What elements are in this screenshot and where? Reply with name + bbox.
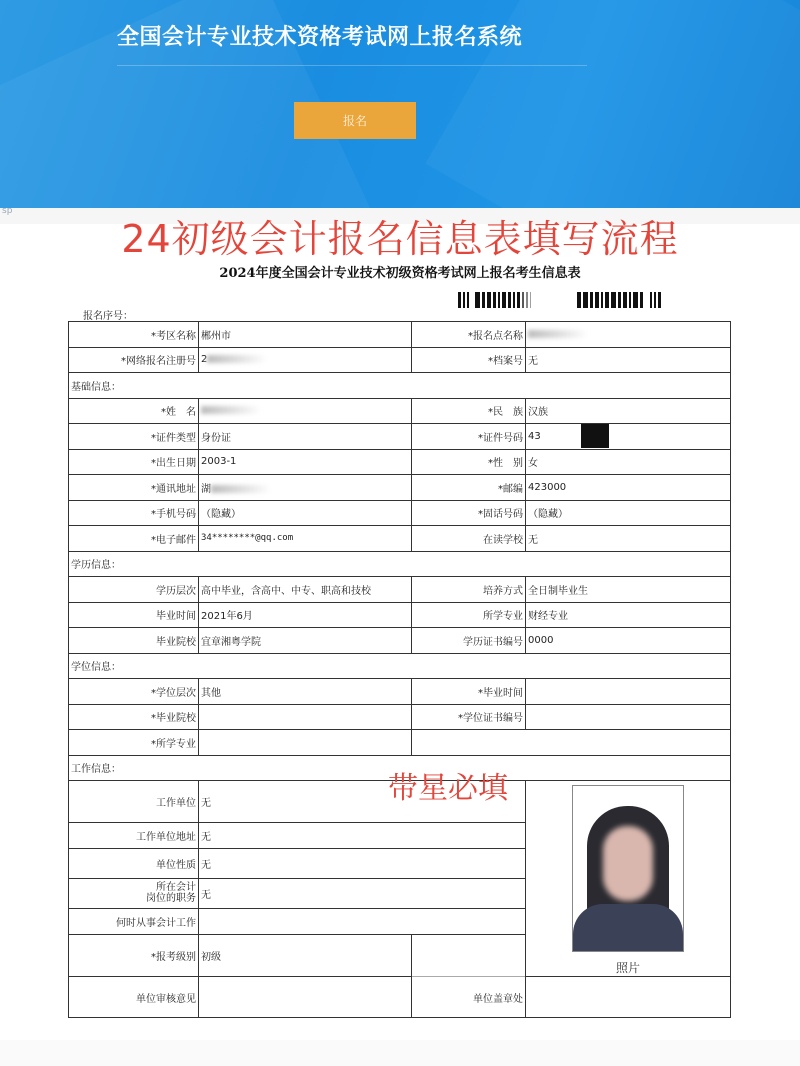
id-number-value [526, 424, 731, 450]
current-school-value: 无 [526, 526, 731, 552]
table-row [69, 475, 731, 501]
address-text: 湖 [201, 483, 211, 495]
section-row [69, 551, 731, 577]
education-section: 学历信息： [69, 551, 731, 577]
registration-no-value [199, 347, 412, 373]
degree-level-label: *学位层次 [69, 679, 199, 705]
current-school-label: 在读学校 [412, 526, 526, 552]
id-type-label: *证件类型 [69, 424, 199, 450]
position-value: 无 [199, 878, 526, 908]
cropped-text: sp [2, 206, 13, 216]
table-row [69, 347, 731, 373]
employer-label: 工作单位 [69, 781, 199, 823]
position-label-line1: 所在会计 [156, 882, 196, 894]
study-mode-value: 全日制毕业生 [526, 577, 731, 603]
exam-level-label: *报考级别 [69, 934, 199, 976]
id-number-label: *证件号码 [412, 424, 526, 450]
degree-section: 学位信息： [69, 653, 731, 679]
redacted-mark [207, 355, 267, 363]
major-value: 财经专业 [526, 602, 731, 628]
apply-button[interactable]: 报名 [294, 102, 416, 139]
degree-major-label: *所学专业 [69, 730, 199, 756]
email-label: *电子邮件 [69, 526, 199, 552]
ethnicity-label: *民 族 [412, 398, 526, 424]
table-row [69, 628, 731, 654]
degree-cert-no-label: *学位证书编号 [412, 704, 526, 730]
edu-level-value: 高中毕业，含高中、中专、职高和技校 [199, 577, 412, 603]
table-row [69, 322, 731, 348]
degree-grad-time-value [526, 679, 731, 705]
photo-caption: 照片 [615, 961, 640, 975]
required-note: 带星必填 [388, 771, 508, 806]
registration-no-label: *网络报名注册号 [69, 347, 199, 373]
address-label: *通讯地址 [69, 475, 199, 501]
degree-cert-no-value [526, 704, 731, 730]
employer-value: 无 [199, 781, 526, 823]
table-row [69, 398, 731, 424]
table-row [69, 704, 731, 730]
email-value: 34********@qq.com [199, 526, 412, 552]
redacted-mark [211, 485, 271, 493]
postcode-value: 423000 [526, 475, 731, 501]
unit-review-label: 单位审核意见 [69, 977, 199, 1018]
gender-value: 女 [526, 449, 731, 475]
applicant-info-table [68, 321, 731, 1018]
edu-cert-no-value: 0000 [526, 628, 731, 654]
id-type-value: 身份证 [199, 424, 412, 450]
employer-type-value: 无 [199, 849, 526, 879]
table-row [69, 577, 731, 603]
name-label: *姓 名 [69, 398, 199, 424]
empty-cell [412, 730, 731, 756]
major-label: 所学专业 [412, 602, 526, 628]
grad-school-label: 毕业院校 [69, 628, 199, 654]
photo-body [573, 904, 683, 951]
grad-school-value: 宜章湘粤学院 [199, 628, 412, 654]
employer-address-value: 无 [199, 823, 526, 849]
photo-face-blurred [603, 826, 653, 901]
exam-area-value: 郴州市 [199, 322, 412, 348]
accounting-start-value [199, 908, 526, 934]
edu-cert-no-label: 学历证书编号 [412, 628, 526, 654]
degree-level-value: 其他 [199, 679, 412, 705]
redacted-block [581, 424, 609, 448]
mobile-value: （隐藏） [199, 500, 412, 526]
site-name-value [526, 322, 731, 348]
header-banner [0, 0, 800, 208]
postcode-label: *邮编 [412, 475, 526, 501]
unit-seal-label: 单位盖章处 [412, 977, 526, 1018]
name-value [199, 398, 412, 424]
birth-date-value: 2003-1 [199, 449, 412, 475]
overlay-headline: 24初级会计报名信息表填写流程 [121, 217, 679, 261]
file-no-label: *档案号 [412, 347, 526, 373]
site-name-label: *报名点名称 [412, 322, 526, 348]
section-row [69, 653, 731, 679]
grad-time-label: 毕业时间 [69, 602, 199, 628]
study-mode-label: 培养方式 [412, 577, 526, 603]
employer-address-label: 工作单位地址 [69, 823, 199, 849]
document-title: 2024年度全国会计专业技术初级资格考试网上报名考生信息表 [219, 266, 581, 281]
table-row [69, 424, 731, 450]
exam-area-label: *考区名称 [69, 322, 199, 348]
address-value [199, 475, 412, 501]
ethnicity-value: 汉族 [526, 398, 731, 424]
section-row [69, 373, 731, 399]
barcode-icon [458, 292, 698, 308]
gender-label: *性 别 [412, 449, 526, 475]
system-title: 全国会计专业技术资格考试网上报名系统 [117, 25, 523, 50]
redacted-mark [201, 406, 261, 414]
sequence-label: 报名序号： [83, 311, 133, 322]
birth-date-label: *出生日期 [69, 449, 199, 475]
banner-divider [117, 65, 587, 66]
position-label [69, 878, 199, 908]
employer-type-label: 单位性质 [69, 849, 199, 879]
work-section: 工作信息： [69, 755, 731, 781]
accounting-start-label: 何时从事会计工作 [69, 908, 199, 934]
landline-label: *固话号码 [412, 500, 526, 526]
edu-level-label: 学历层次 [69, 577, 199, 603]
applicant-photo [572, 785, 684, 952]
bottom-fade [0, 1040, 800, 1066]
table-row [69, 526, 731, 552]
exam-level-value: 初级 [199, 934, 412, 976]
basic-info-section: 基础信息： [69, 373, 731, 399]
registration-no-text: 2 [201, 354, 208, 366]
table-row [69, 602, 731, 628]
unit-seal-value [526, 977, 731, 1018]
degree-major-value [199, 730, 412, 756]
mobile-label: *手机号码 [69, 500, 199, 526]
degree-school-value [199, 704, 412, 730]
file-no-value: 无 [526, 347, 731, 373]
table-row [69, 977, 731, 1018]
table-row [69, 679, 731, 705]
table-row [69, 730, 731, 756]
table-row [69, 449, 731, 475]
photo-cell [526, 781, 731, 977]
degree-school-label: *毕业院校 [69, 704, 199, 730]
grad-time-value: 2021年6月 [199, 602, 412, 628]
position-label-line2: 岗位的职务 [146, 893, 196, 905]
degree-grad-time-label: *毕业时间 [412, 679, 526, 705]
redacted-mark [528, 330, 588, 338]
table-row [69, 500, 731, 526]
unit-review-value [199, 977, 412, 1018]
empty-cell [412, 934, 526, 976]
landline-value: （隐藏） [526, 500, 731, 526]
id-number-text: 43 [528, 431, 541, 443]
